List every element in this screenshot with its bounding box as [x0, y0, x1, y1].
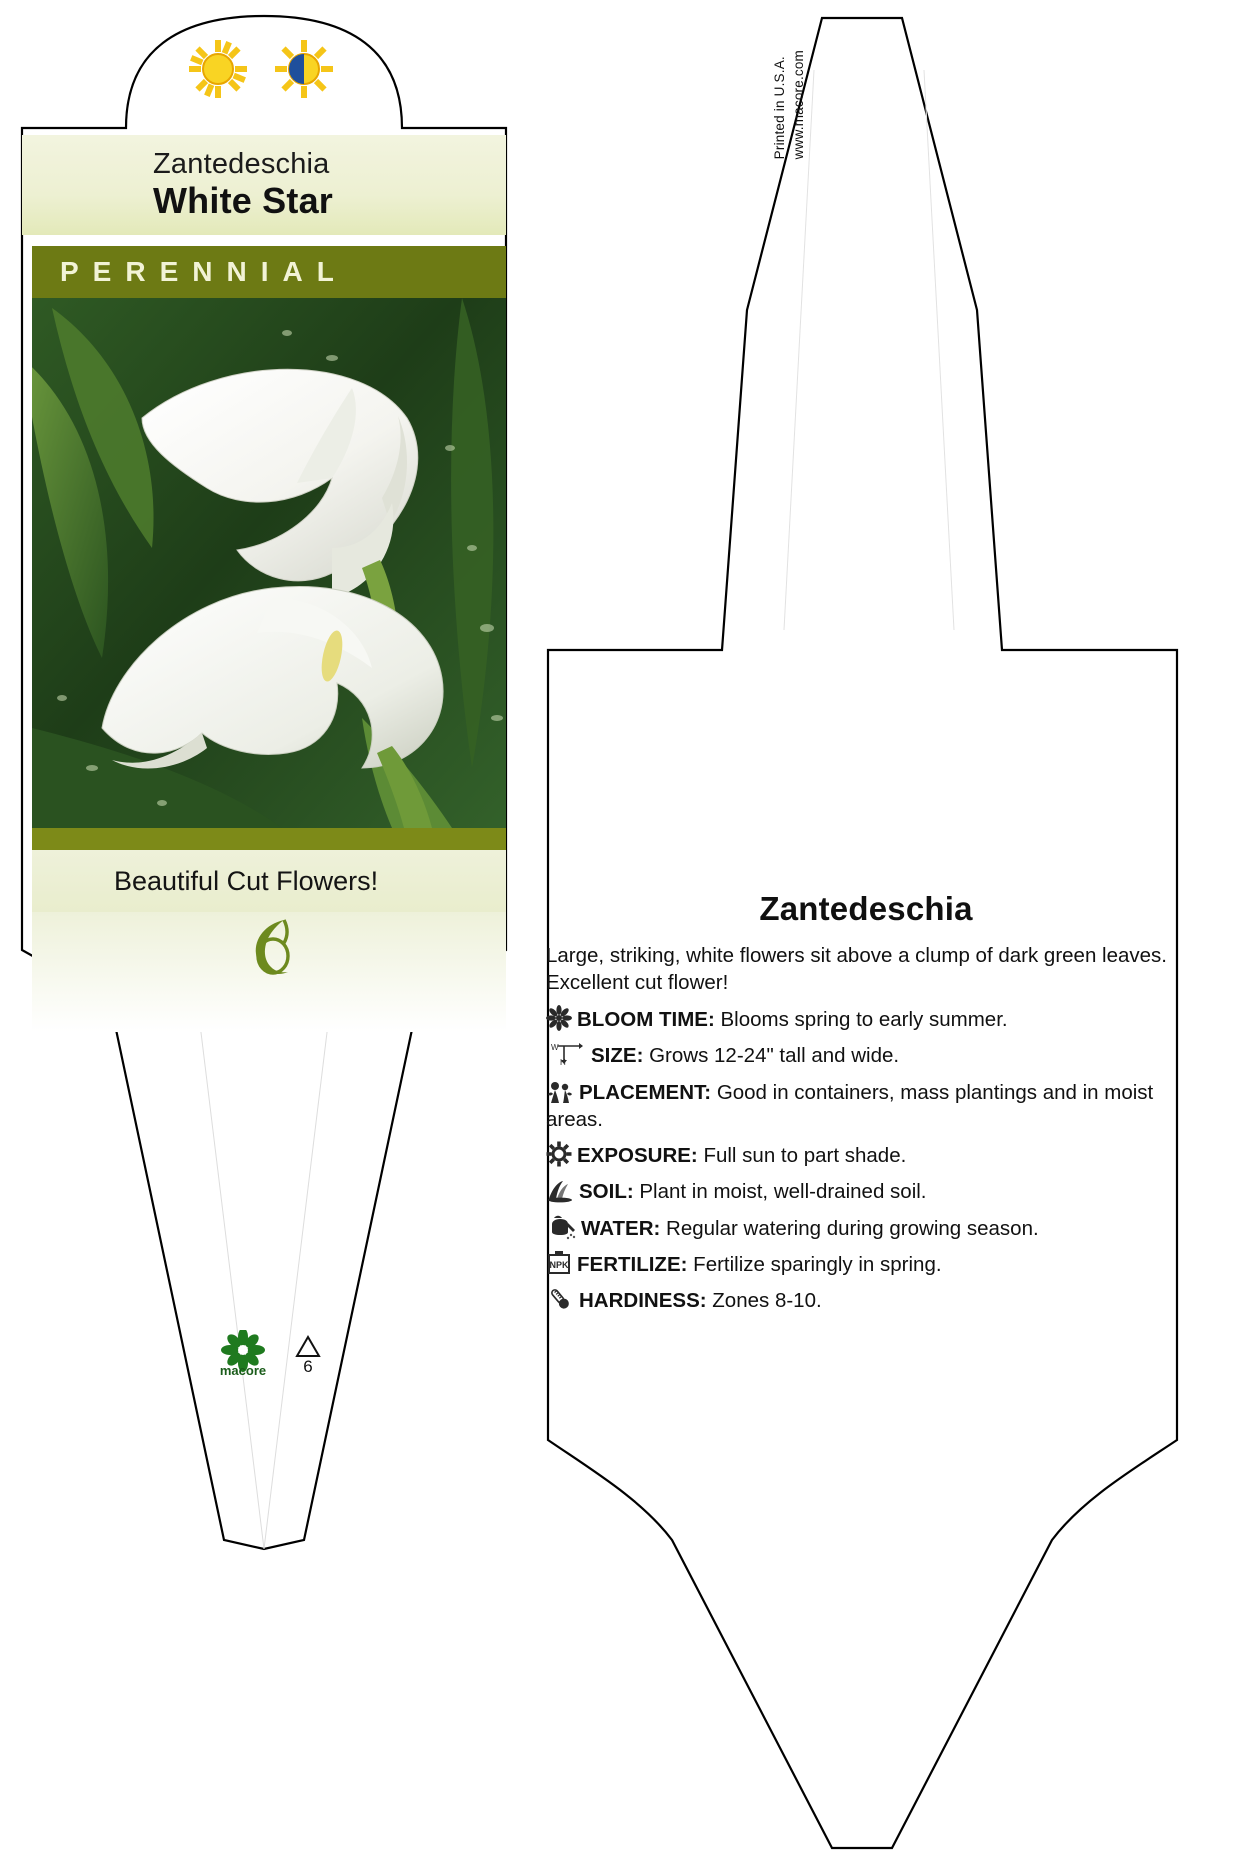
sun-exposure-icons: [184, 38, 344, 100]
svg-text:NPK: NPK: [549, 1259, 569, 1270]
info-row: [546, 1078, 1186, 1134]
soil-icon: [546, 1177, 574, 1203]
info-label: HARDINESS:: [579, 1289, 707, 1313]
info-value: Fertilize sparingly in spring.: [693, 1252, 942, 1276]
info-label: SIZE:: [591, 1044, 644, 1068]
back-title: Zantedeschia: [759, 890, 973, 927]
info-label: FERTILIZE:: [577, 1252, 688, 1276]
info-label: WATER:: [581, 1216, 661, 1240]
info-value: Plant in moist, well-drained soil.: [639, 1180, 927, 1204]
svg-text:W: W: [551, 1043, 559, 1053]
info-label: PLACEMENT:: [579, 1080, 712, 1104]
fertilize-npk-icon: [546, 1250, 572, 1276]
title-band: [22, 135, 506, 235]
photo-divider: [32, 828, 506, 850]
info-value: Zones 8-10.: [712, 1289, 822, 1313]
info-value: Good in containers, mass plantings and in moist areas.: [546, 1080, 1154, 1131]
tagline-band: [32, 850, 506, 912]
recycle-symbol-icon: [286, 1332, 330, 1378]
recycle-code: 6: [303, 1357, 313, 1376]
info-row: [546, 1177, 1186, 1205]
exposure-sun-icon: [546, 1141, 572, 1167]
plant-description: Large, striking, white flowers sit above a clump of dark green leaves. Excellent cut flower!: [546, 944, 1167, 995]
plant-photo: [32, 298, 506, 828]
category-band: [32, 246, 506, 298]
brand-swirl-icon: [226, 910, 316, 990]
info-value: Full sun to part shade.: [703, 1144, 907, 1168]
info-row: [546, 1141, 1186, 1169]
front-plant-tag: [14, 10, 514, 1555]
info-label: SOIL:: [579, 1180, 634, 1204]
tagline-text: Beautiful Cut Flowers!: [114, 865, 379, 896]
size-icon: [546, 1041, 586, 1067]
back-plant-tag: [514, 10, 1224, 1855]
svg-text:H: H: [560, 1058, 566, 1068]
info-row: [546, 1005, 1186, 1033]
info-value: Grows 12-24" tall and wide.: [649, 1044, 900, 1068]
full-sun-icon: [184, 39, 252, 99]
placement-icon: [546, 1078, 574, 1104]
hardiness-thermometer-icon: [546, 1286, 574, 1312]
info-row: [546, 1214, 1186, 1242]
info-value: Blooms spring to early summer.: [720, 1008, 1008, 1032]
info-label: BLOOM TIME:: [577, 1008, 715, 1032]
category-label: PERENNIAL: [60, 256, 348, 287]
macore-logo-icon: [210, 1330, 276, 1380]
footer-marks: [210, 1328, 340, 1382]
info-row: [546, 1041, 1186, 1069]
info-row: [546, 1286, 1186, 1314]
part-sun-icon: [270, 39, 338, 99]
macore-wordmark: macore: [219, 1363, 267, 1378]
care-info-panel: [546, 890, 1186, 1322]
info-label: EXPOSURE:: [577, 1144, 698, 1168]
printed-info: [772, 50, 812, 250]
info-value: Regular watering during growing season.: [666, 1216, 1039, 1240]
bloom-time-icon: [546, 1005, 572, 1031]
water-icon: [546, 1214, 576, 1240]
genus-name: Zantedeschia: [153, 147, 330, 180]
website-url: www.macore.com: [791, 50, 806, 160]
info-row: [546, 1250, 1186, 1278]
printed-in-usa: Printed in U.S.A.: [772, 56, 787, 160]
cultivar-name: White Star: [153, 180, 334, 222]
